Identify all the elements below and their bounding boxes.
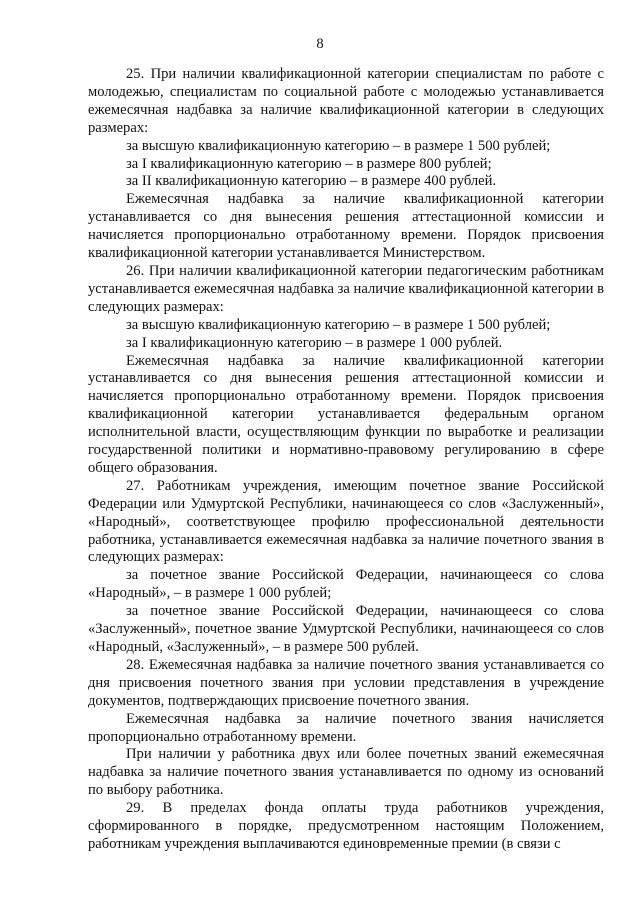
paragraph-25-conditions: Ежемесячная надбавка за наличие квалификационной категории устанавливается со дня вынесения решения аттестационной комиссии и начисляется пропорционально отработанному времени. Порядок присвоения квалификационной категории устанавливается Министерством. [88, 191, 604, 262]
page-number: 8 [316, 36, 324, 52]
paragraph-27-honored-title: за почетное звание Российской Федерации, начинающееся со слова «Заслуженный», почетное звание Удмуртской Республики, начинающееся со слов «Народный, «Заслуженный», – в размере 500 рублей. [88, 603, 604, 655]
paragraph-25-first-category: за I квалификационную категорию – в размере 800 рублей; [126, 155, 492, 172]
paragraph-28-multiple-titles: При наличии у работника двух или более почетных званий ежемесячная надбавка за наличие почетного звания устанавливается по одному из оснований по выбору работника. [88, 746, 604, 799]
paragraph-25-intro: 25. При наличии квалификационной категории специалистам по работе с молодежью, специалистам по социальной работе с молодежью устанавливается ежемесячная надбавка за наличие квалификационной категории в следующих размерах: [88, 66, 604, 136]
paragraph-27-intro: 27. Работникам учреждения, имеющим почетное звание Российской Федерации или Удмуртской Республики, начинающееся со слов «Заслуженный», «Народный», соответствующее профилю профессиональной деятельности работника, устанавливается ежемесячная надбавка за наличие почетного звания в следующих размерах: [88, 477, 604, 566]
paragraph-26-first-category: за I квалификационную категорию – в размере 1 000 рублей. [126, 334, 503, 351]
paragraph-25-highest-category: за высшую квалификационную категорию – в размере 1 500 рублей; [126, 137, 551, 154]
paragraph-28-proportional: Ежемесячная надбавка за наличие почетного звания начисляется пропорционально отработанному времени. [88, 710, 604, 745]
document-body [88, 66, 604, 854]
paragraph-26-conditions: Ежемесячная надбавка за наличие квалификационной категории устанавливается со дня вынесения решения аттестационной комиссии и начисляется пропорционально отработанному времени. Порядок присвоения квалификационной категории устанавливается федеральным органом исполнительной власти, осуществляющим функции по выработке и реализации государственной политики и нормативно-правовому регулированию в сфере общего образования. [88, 352, 604, 476]
paragraph-29-intro: 29. В пределах фонда оплаты труда работников учреждения, сформированного в порядке, предусмотренном настоящим Положением, работникам учреждения выплачиваются единовременные премии (в связи с [88, 800, 604, 852]
paragraph-28-intro: 28. Ежемесячная надбавка за наличие почетного звания устанавливается со дня присвоения почетного звания при условии представления в учреждение документов, подтверждающих присвоение почетного звания. [88, 656, 604, 709]
paragraph-25-second-category: за II квалификационную категорию – в размере 400 рублей. [126, 173, 497, 190]
paragraph-26-highest-category: за высшую квалификационную категорию – в размере 1 500 рублей; [126, 316, 551, 333]
paragraph-27-people-title: за почетное звание Российской Федерации, начинающееся со слова «Народный», – в размере 1 000 рублей; [88, 567, 604, 602]
paragraph-26-intro: 26. При наличии квалификационной категории педагогическим работникам устанавливается ежемесячная надбавка за наличие квалификационной категории в следующих размерах: [88, 262, 604, 315]
